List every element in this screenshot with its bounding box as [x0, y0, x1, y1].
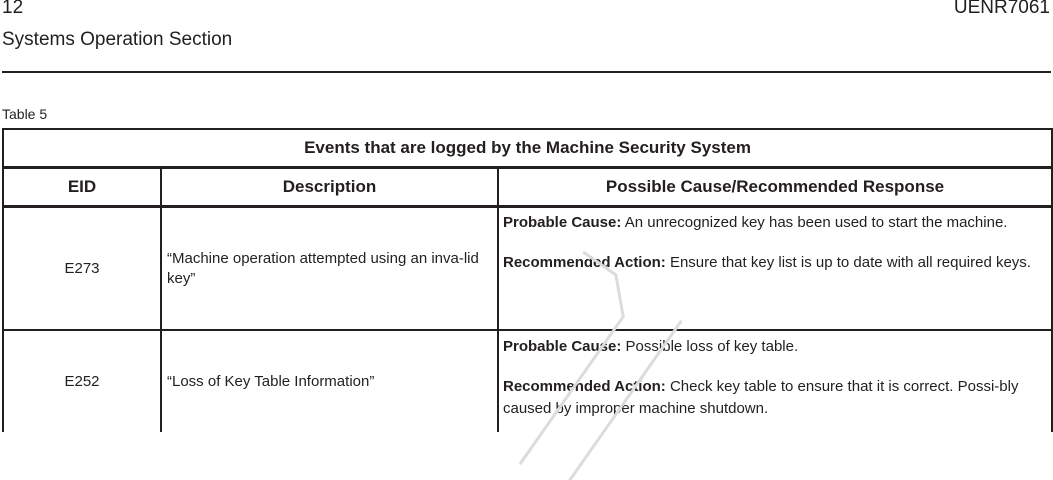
- table-label: Table 5: [2, 106, 48, 122]
- recommended-action-label: Recommended Action:: [503, 378, 666, 395]
- events-table: [2, 128, 1053, 432]
- recommended-action-text: Check key table to ensure that it is correct. Possi-bly caused by improper machine shutdown.: [503, 378, 1019, 417]
- column-header-eid: EID: [3, 168, 161, 207]
- probable-cause-text: An unrecognized key has been used to start the machine.: [621, 214, 1008, 231]
- recommended-action: [503, 252, 1045, 274]
- description-cell: “Loss of Key Table Information”: [161, 330, 498, 432]
- recommended-action: [503, 376, 1045, 420]
- document-id: UENR7061: [953, 0, 1050, 18]
- section-title: Systems Operation Section: [2, 29, 233, 50]
- eid-cell: E273: [3, 207, 161, 331]
- recommended-action-label: Recommended Action:: [503, 254, 666, 271]
- probable-cause-label: Probable Cause:: [503, 214, 622, 231]
- column-header-description: Description: [161, 168, 498, 207]
- probable-cause-text: Possible loss of key table.: [621, 338, 799, 355]
- probable-cause: [503, 336, 1045, 358]
- description-cell: “Machine operation attempted using an inva-lid key”: [161, 207, 498, 331]
- column-header-response: Possible Cause/Recommended Response: [498, 168, 1052, 207]
- page-number: 12: [2, 0, 24, 18]
- column-header-row: [3, 168, 1052, 207]
- table-row: [3, 207, 1052, 331]
- response-cell: [498, 330, 1052, 432]
- recommended-action-text: Ensure that key list is up to date with all required keys.: [665, 254, 1031, 271]
- table-title-row: [3, 129, 1052, 168]
- eid-cell: E252: [3, 330, 161, 432]
- table-row: [3, 330, 1052, 432]
- probable-cause-label: Probable Cause:: [503, 338, 622, 355]
- table-title: Events that are logged by the Machine Security System: [3, 129, 1052, 168]
- response-cell: [498, 207, 1052, 331]
- header-rule: [2, 71, 1051, 73]
- probable-cause: [503, 212, 1045, 234]
